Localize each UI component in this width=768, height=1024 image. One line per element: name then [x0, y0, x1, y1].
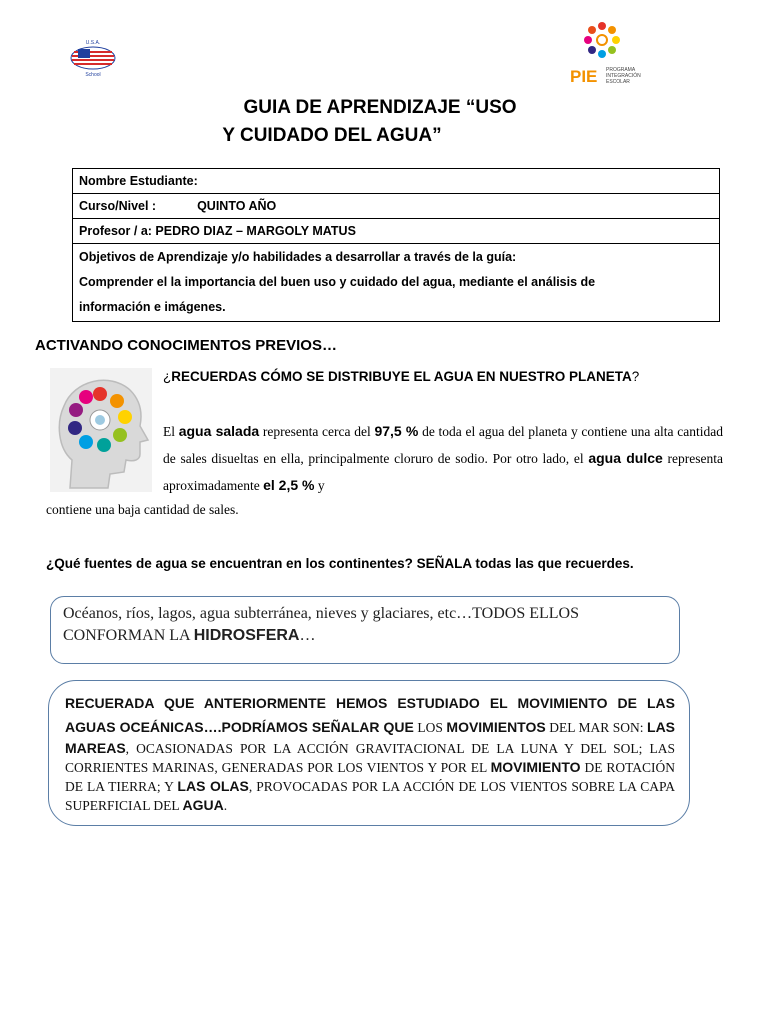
- box1-bold-hidrosfera: HIDROSFERA: [193, 627, 300, 644]
- school-logo: [64, 38, 122, 80]
- course-row: [73, 194, 720, 219]
- head-illustration-icon: [50, 368, 152, 492]
- objectives-line-2: Comprender el la importancia del buen uso y cuidado del agua, mediante el análisis de: [79, 275, 596, 289]
- water-distribution-paragraph: [163, 418, 723, 499]
- left-logo-bottom-text: School: [85, 72, 101, 78]
- box2-text-2: DEL MAR SON:: [545, 720, 648, 735]
- para-bold-fresh-water: agua dulce: [588, 450, 663, 466]
- box2-lead: RECUERADA QUE ANTERIORMENTE HEMOS ESTUDIADO EL MOVIMIENTO DE LAS AGUAS OCEÁNICAS….PODRÍAMOS SEÑALAR QUE: [65, 695, 675, 735]
- box1-text: Océanos, ríos, lagos, agua subterránea, nieves y glaciares, etc…TODOS ELLOS CONFORMAN LA: [63, 605, 579, 644]
- pie-sub3: ESCOLAR: [606, 79, 630, 85]
- para-bold-975: 97,5 %: [374, 423, 419, 439]
- box2-text-5: , PROVOCADAS POR LA ACCIÓN DE LOS VIENTOS SOBRE LA CAPA SUPERFICIAL DEL: [65, 779, 675, 813]
- answer-box-hydrosphere: [50, 596, 680, 664]
- guide-title: [150, 94, 610, 150]
- question-water-sources: ¿Qué fuentes de agua se encuentran en los continentes? SEÑALA todas las que recuerdes.: [46, 556, 634, 571]
- para-text-5: y: [314, 478, 325, 493]
- question-distribution: [163, 369, 639, 384]
- course-value: QUINTO AÑO: [197, 199, 277, 213]
- para-continuation: contiene una baja cantidad de sales.: [46, 502, 239, 517]
- box2-bold-olas: LAS OLAS: [177, 778, 249, 794]
- objectives-row: [73, 244, 720, 322]
- box1-tail: …: [299, 627, 316, 644]
- teacher-row: [73, 219, 720, 244]
- box2-bold-movimiento: MOVIMIENTO: [490, 759, 581, 775]
- teacher-label: Profesor / a:: [79, 224, 152, 238]
- student-name-label: Nombre Estudiante:: [73, 169, 720, 194]
- para-text-3: de toda el agua del planeta y contiene una alta cantidad de sales disueltas en ella, principalmente cloruro de sodio. Por otro lado, el: [163, 424, 723, 466]
- q1-close-mark: ?: [631, 369, 640, 384]
- pie-logo: [568, 18, 648, 90]
- para-bold-salt-water: agua salada: [178, 423, 260, 439]
- box2-text-3: , OCASIONADAS POR LA ACCIÓN GRAVITACIONAL DE LA LUNA Y DEL SOL; LAS CORRIENTES MARINAS, GENERADAS POR LOS VIENTOS Y POR EL: [65, 741, 675, 775]
- pie-sub2: INTEGRACIÓN: [606, 73, 641, 79]
- para-bold-25: el 2,5 %: [263, 477, 315, 493]
- objectives-line-3: información e imágenes.: [79, 300, 226, 314]
- q1-open-mark: ¿: [163, 369, 172, 384]
- box2-text-6: .: [223, 798, 228, 813]
- course-cell: [73, 194, 720, 219]
- left-logo-top-text: U.S.A.: [85, 40, 101, 46]
- title-line-1: GUIA DE APRENDIZAJE “USO: [243, 97, 517, 118]
- section-heading: ACTIVANDO CONOCIMENTOS PREVIOS…: [35, 337, 337, 354]
- pie-sub1: PROGRAMA: [606, 67, 636, 73]
- ocean-movements-box: [48, 680, 690, 826]
- student-row: [73, 169, 720, 194]
- teacher-cell: [73, 219, 720, 244]
- box2-text-4: DE ROTACIÓN DE LA TIERRA; Y: [65, 760, 675, 794]
- pie-brand-text: PIE: [570, 67, 598, 86]
- objectives-cell: [73, 244, 720, 322]
- teacher-value: PEDRO DIAZ – MARGOLY MATUS: [155, 224, 356, 238]
- q1-text: RECUERDAS CÓMO SE DISTRIBUYE EL AGUA EN NUESTRO PLANETA: [171, 369, 632, 384]
- para-text-1: El: [163, 424, 179, 439]
- student-info-table: [72, 168, 720, 322]
- box2-bold-agua: AGUA: [182, 797, 224, 813]
- course-label: Curso/Nivel :: [79, 199, 157, 213]
- box2-bold-mareas: LAS MAREAS: [65, 719, 676, 756]
- title-line-2: Y CUIDADO DEL AGUA”: [222, 125, 442, 146]
- para-text-2: representa cerca del: [259, 424, 375, 439]
- box2-bold-movimientos: MOVIMIENTOS: [446, 719, 546, 735]
- objectives-line-1: Objetivos de Aprendizaje y/o habilidades a desarrollar a través de la guía:: [79, 250, 517, 264]
- box2-text-1: LOS: [413, 720, 447, 735]
- para-text-4: representa aproximadamente: [163, 451, 724, 493]
